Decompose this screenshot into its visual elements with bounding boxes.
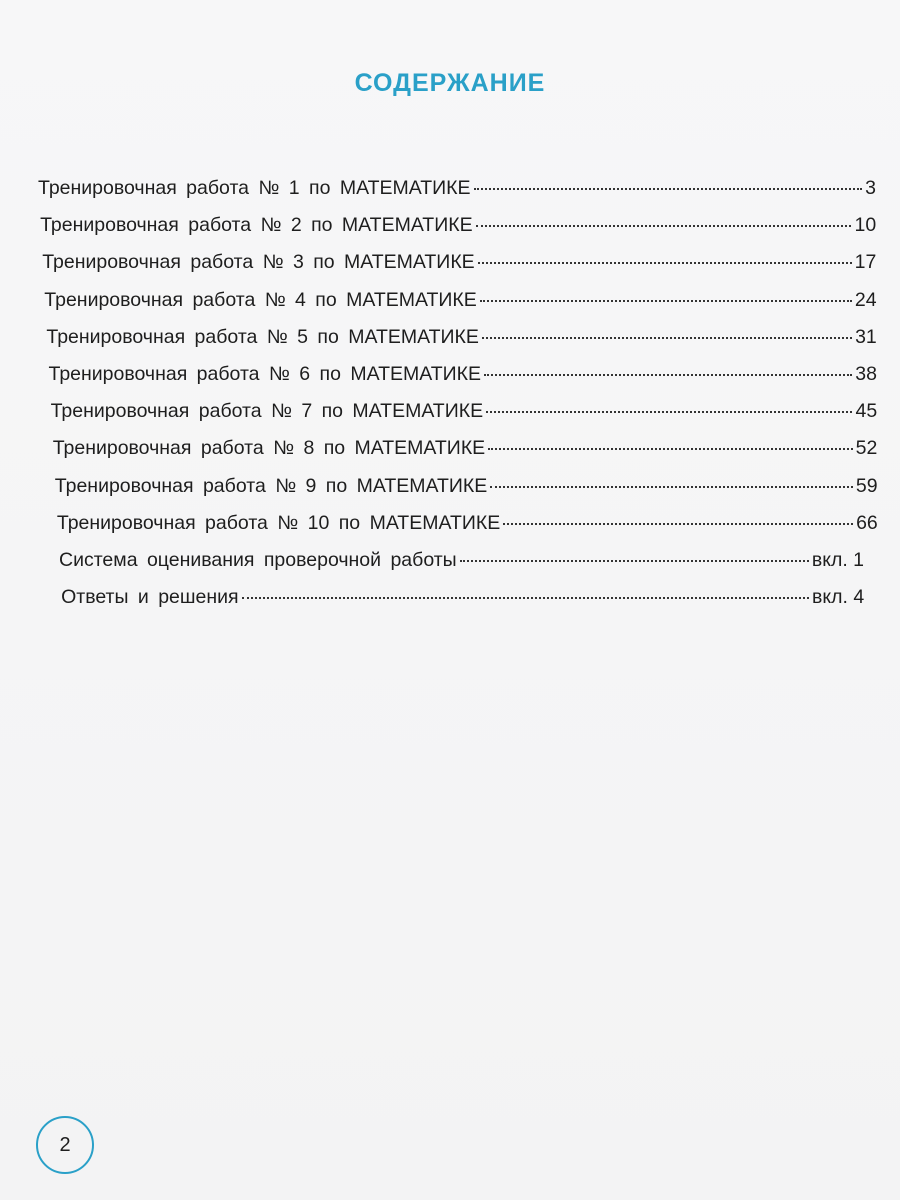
toc-entry-page: вкл. 4 (812, 586, 865, 609)
toc-entry (51, 400, 878, 438)
toc-entry (44, 289, 876, 327)
toc-entry-label: Тренировочная работа № 2 по МАТЕМАТИКЕ (40, 214, 473, 237)
toc-entry-page: 31 (855, 325, 877, 348)
toc-entry (40, 214, 876, 252)
toc-entry-label: Ответы и решения (61, 586, 239, 609)
toc-entry-page: 17 (854, 251, 877, 274)
toc-entry-label: Система оценивания проверочной работы (59, 549, 457, 571)
toc-dot-leader (474, 188, 863, 190)
toc-entry-label: Тренировочная работа № 7 по МАТЕМАТИКЕ (50, 400, 484, 423)
toc-entry (57, 512, 878, 550)
page-title: СОДЕРЖАНИЕ (354, 68, 546, 97)
toc-entry-page: 66 (856, 511, 878, 534)
toc-entry-page: 59 (855, 474, 878, 497)
toc-dot-leader (482, 337, 852, 339)
toc-entry-label: Тренировочная работа № 6 по МАТЕМАТИКЕ (48, 363, 481, 385)
toc-dot-leader (460, 560, 809, 562)
toc-dot-leader (478, 262, 852, 264)
toc-entry (59, 549, 864, 587)
toc-entry (55, 475, 878, 513)
toc-entry-label: Тренировочная работа № 10 по МАТЕМАТИКЕ (56, 511, 501, 534)
toc-entry-page: 38 (855, 363, 877, 385)
toc-entry-label: Тренировочная работа № 1 по МАТЕМАТИКЕ (38, 177, 471, 199)
toc-dot-leader (480, 300, 852, 302)
toc-entry (46, 326, 876, 364)
toc-dot-leader (484, 374, 852, 376)
toc-entry (61, 586, 864, 624)
page-number: 2 (59, 1133, 71, 1156)
toc-entry-label: Тренировочная работа № 9 по МАТЕМАТИКЕ (54, 474, 488, 497)
toc-entry (42, 251, 876, 289)
toc-entry-label: Тренировочная работа № 4 по МАТЕМАТИКЕ (44, 288, 477, 311)
toc-entry-page: 52 (855, 437, 878, 460)
toc-entry-label: Тренировочная работа № 3 по МАТЕМАТИКЕ (42, 251, 475, 274)
toc-dot-leader (476, 225, 852, 227)
toc-entry (53, 437, 878, 475)
toc-dot-leader (490, 486, 853, 488)
toc-entry-page: вкл. 1 (811, 549, 864, 571)
toc-entry-page: 24 (854, 288, 877, 311)
toc-entry-page: 45 (855, 400, 878, 423)
page-number-badge (36, 1116, 94, 1174)
toc-entry-page: 3 (865, 177, 876, 199)
toc-dot-leader (242, 597, 809, 599)
toc-dot-leader (503, 523, 853, 525)
toc-entry-label: Тренировочная работа № 8 по МАТЕМАТИКЕ (52, 437, 486, 460)
toc-entry-page: 10 (854, 214, 877, 237)
toc-dot-leader (488, 448, 852, 450)
toc-dot-leader (486, 411, 852, 413)
toc-entry-label: Тренировочная работа № 5 по МАТЕМАТИКЕ (46, 325, 479, 348)
toc-entry (49, 363, 878, 401)
toc-entry (38, 177, 876, 215)
